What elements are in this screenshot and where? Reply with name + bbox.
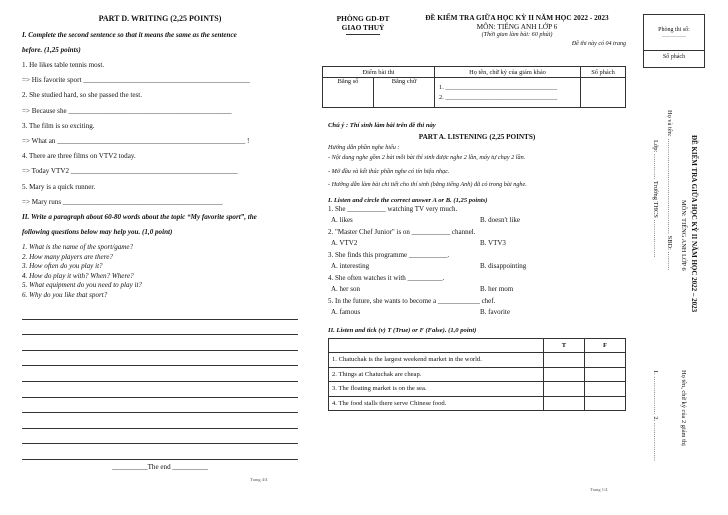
mcq-option-b[interactable]: B. disappointing <box>480 262 527 270</box>
mcq-option-b[interactable]: B. favorite <box>480 308 510 316</box>
bullet-dash: - <box>328 154 332 161</box>
mcq-options <box>328 261 626 273</box>
code-cell[interactable] <box>581 78 626 108</box>
margin-supervisor-lines[interactable]: 1. ……………… 2. ……………… <box>652 370 659 462</box>
true-false-table <box>328 338 626 412</box>
rewrite-answer-line[interactable]: => Mary runs _____________________________________________ <box>22 197 223 206</box>
bullet-dash: - <box>328 167 332 175</box>
tf-row <box>329 367 626 382</box>
header-divider <box>346 34 380 35</box>
rewrite-prompt: 5. Mary is a quick runner. <box>22 182 96 191</box>
school-header <box>322 14 404 35</box>
rewrite-prompt: 2. She studied hard, so she passed the test. <box>22 91 142 100</box>
mcq-question: 2. "Master Chef Junior" is on ___________ channel. <box>328 227 476 236</box>
mcq-question: 4. She often watches it with __________. <box>328 273 445 282</box>
guide-question: 6. Why do you like that sport? <box>22 290 108 299</box>
page-footer-right: Trang 1/4 <box>590 487 608 492</box>
mcq-options <box>328 215 626 227</box>
room-dots: ………… <box>662 33 686 39</box>
answer-line[interactable] <box>22 398 298 414</box>
tf-header-t: T <box>544 338 585 353</box>
examiner-2: 2. ___________________________________ <box>439 93 558 101</box>
code-header: Số phách <box>581 67 626 78</box>
tf-true-cell[interactable] <box>544 353 585 368</box>
rewrite-prompt: 4. There are three films on VTV2 today. <box>22 152 136 161</box>
answer-line[interactable] <box>22 366 298 382</box>
bullet-text: Nội dung nghe gồm 2 bài mỗi bài thí sinh được nghe 2 lần, máy tự chạy 2 lần. <box>331 154 526 161</box>
rewrite-lines <box>22 58 298 210</box>
guide-bullet <box>328 178 626 192</box>
guide-questions <box>22 243 298 300</box>
rewrite-answer-line[interactable]: => Because she ______________________________________________ <box>22 106 232 115</box>
tf-false-cell[interactable] <box>585 396 626 411</box>
tf-false-cell[interactable] <box>585 367 626 382</box>
exam-pages-note: Đề thi này có 04 trang <box>571 40 626 47</box>
exam-time: (Thời gian làm bài: 60 phút) <box>481 31 553 39</box>
margin-exam-title: ĐỀ KIỂM TRA GIỮA HỌC KỲ II NĂM HỌC 2022 – 2023 <box>690 135 698 313</box>
mcq-option-a[interactable]: A. interesting <box>331 262 370 270</box>
score-header: Điểm bài thi <box>323 67 435 78</box>
tf-false-cell[interactable] <box>585 382 626 397</box>
margin-subject: MÔN: TIẾNG ANH LỚP 6 <box>680 200 687 271</box>
margin-name-sbd[interactable]: Họ và tên: ……………………………………… SBD: ……… <box>666 110 673 271</box>
org-line-2: GIAO THUỶ <box>341 23 385 32</box>
guide-question: 3. How often do you play it? <box>22 262 103 271</box>
guide-bullets <box>328 151 626 192</box>
exam-header <box>408 14 626 48</box>
margin-supervisors: Họ tên, chữ ký của 2 giám thị <box>680 370 687 446</box>
mcq-option-b[interactable]: B. doesn't like <box>480 216 520 224</box>
tf-row <box>329 353 626 368</box>
mcq-option-b[interactable]: B. VTV3 <box>480 239 506 247</box>
score-number[interactable]: Bằng số <box>323 78 374 108</box>
guide-bullet <box>328 165 626 179</box>
answer-line[interactable] <box>22 304 298 320</box>
org-line-1: PHÒNG GD-ĐT <box>336 14 390 23</box>
exam-subject: MÔN: TIẾNG ANH LỚP 6 <box>476 21 558 31</box>
listening-body <box>328 122 626 411</box>
answer-line[interactable] <box>22 413 298 429</box>
bullet-text: Hướng dẫn làm bài chi tiết cho thí sinh (bằng tiếng Anh) đã có trong bài nghe. <box>331 181 527 188</box>
answer-line[interactable] <box>22 335 298 351</box>
mcq-question: 3. She finds this programme ___________. <box>328 250 450 259</box>
mcq-option-b[interactable]: B. her mom <box>480 285 514 293</box>
writing-instruction-2: II. Write a paragraph about 60-80 words about the topic “My favorite sport”, the <box>22 213 257 222</box>
answer-line[interactable] <box>22 382 298 398</box>
examiner-header: Họ tên, chữ ký của giám khảo <box>435 67 581 78</box>
listening-guide: Hướng dẫn phần nghe hiểu : <box>328 144 400 151</box>
mcq-options <box>328 284 626 296</box>
score-table <box>322 66 626 108</box>
guide-question: 2. How many players are there? <box>22 252 113 261</box>
mcq-option-a[interactable]: A. VTV2 <box>331 239 358 247</box>
page-footer-left: Trang 4/4 <box>250 477 268 482</box>
mcq-option-a[interactable]: A. famous <box>331 308 361 316</box>
mcq-option-a[interactable]: A. likes <box>331 216 353 224</box>
bullet-dash: - <box>328 181 332 188</box>
tf-statement: 3. The floating market is on the sea. <box>329 382 544 397</box>
tf-row <box>329 382 626 397</box>
room-label: Phòng thi số: <box>658 27 690 33</box>
rewrite-answer-line[interactable]: => Today VTV2 _______________________________________________ <box>22 167 238 176</box>
answer-line[interactable] <box>22 320 298 336</box>
room-box <box>643 14 705 68</box>
tf-true-cell[interactable] <box>544 367 585 382</box>
note: Chú ý : Thí sinh làm bài trên đề thi này <box>328 122 436 129</box>
mcq-options <box>328 238 626 250</box>
tf-header-f: F <box>585 338 626 353</box>
tf-header-blank <box>329 338 544 353</box>
tf-false-cell[interactable] <box>585 353 626 368</box>
guide-bullet <box>328 151 626 165</box>
answer-line[interactable] <box>22 351 298 367</box>
writing-instruction-2b: following questions below may help you. (1,0 point) <box>22 228 173 237</box>
mcq-question: 5. In the future, she wants to become a ____________ chef. <box>328 296 496 305</box>
guide-question: 5. What equipment do you need to play it? <box>22 281 142 290</box>
mcq-option-a[interactable]: A. her son <box>331 285 360 293</box>
answer-lines <box>22 304 298 460</box>
margin-class-school[interactable]: Lớp: ………… Trường THCS ……………… <box>652 140 659 258</box>
mcq-items <box>328 204 626 319</box>
examiner-signatures[interactable] <box>435 78 581 108</box>
exam-title: ĐỀ KIỂM TRA GIỮA HỌC KỲ II NĂM HỌC 2022 - 2023 <box>425 13 609 22</box>
tf-true-cell[interactable] <box>544 396 585 411</box>
bullet-text: Mở đầu và kết thúc phần nghe có tín hiệu nhạc. <box>331 167 450 175</box>
answer-line[interactable] <box>22 429 298 445</box>
writing-instruction-1b: before. (1,25 points) <box>22 46 81 54</box>
code-label: Số phách <box>662 54 686 60</box>
writing-section <box>22 14 298 471</box>
rewrite-prompt: 3. The film is so exciting. <box>22 121 95 130</box>
score-words[interactable]: Bằng chữ <box>374 78 435 108</box>
rewrite-answer-line[interactable]: => What an _____________________________________________________ ! <box>22 137 250 146</box>
guide-question: 1. What is the name of the sport/game? <box>22 243 134 252</box>
examiner-1: 1. ___________________________________ <box>439 83 558 91</box>
tf-statement: 2. Things at Chatuchak are cheap. <box>329 367 544 382</box>
answer-line[interactable] <box>22 444 298 460</box>
room-cell[interactable] <box>644 15 704 51</box>
rewrite-prompt: 1. He likes table tennis most. <box>22 61 105 69</box>
tf-true-cell[interactable] <box>544 382 585 397</box>
the-end: __________The end __________ <box>112 462 208 471</box>
tf-row <box>329 396 626 411</box>
tf-statement: 1. Chatuchak is the largest weekend market in the world. <box>329 353 544 368</box>
writing-instruction-1: I. Complete the second sentence so that it means the same as the sentence <box>22 31 237 39</box>
mcq-question: 1. She ___________ watching TV very much. <box>328 204 458 213</box>
writing-title: PART D. WRITING (2,25 POINTS) <box>98 14 222 23</box>
guide-question: 4. How do play it with? When? Where? <box>22 271 134 280</box>
mcq-options <box>328 307 626 319</box>
section-1-title: I. Listen and circle the correct answer A or B. (1,25 points) <box>328 196 488 204</box>
tf-statement: 4. The food stalls there serve Chinese food. <box>329 396 544 411</box>
rewrite-answer-line[interactable]: => His favorite sport _______________________________________________ <box>22 76 250 85</box>
listening-title: PART A. LISTENING (2,25 POINTS) <box>418 133 536 141</box>
section-2-title: II. Listen and tick (v) T (True) or F (False). (1,0 point) <box>328 326 477 334</box>
